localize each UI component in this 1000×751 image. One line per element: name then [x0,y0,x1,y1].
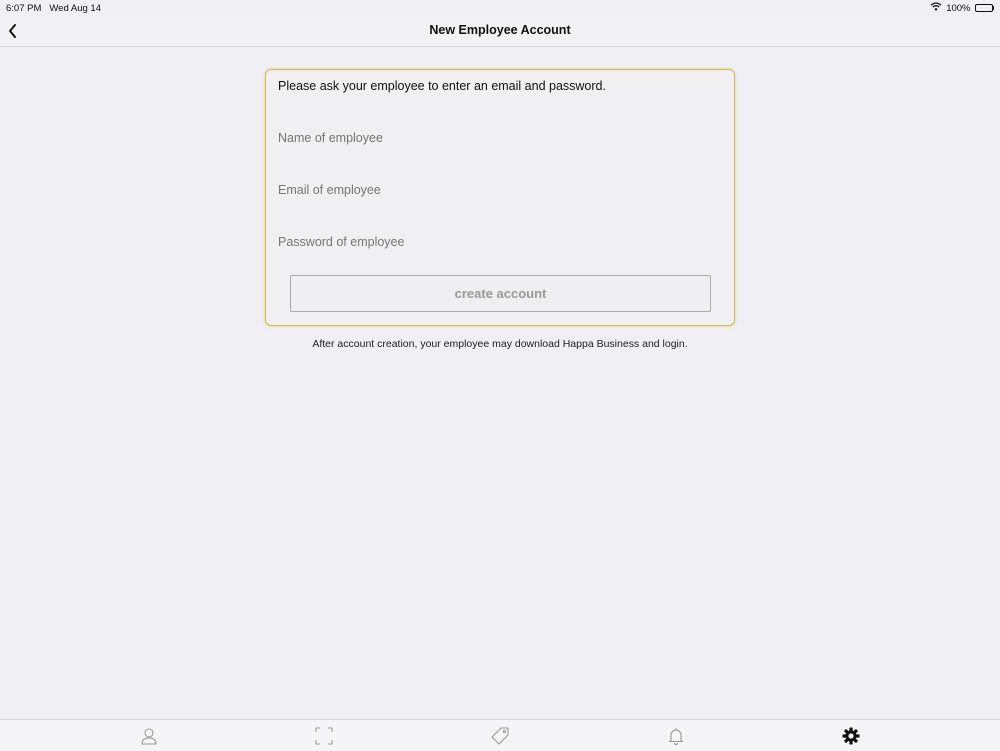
form-instructions: Please ask your employee to enter an email and password. [278,79,606,93]
tab-deals[interactable] [489,726,511,746]
footnote: After account creation, your employee may download Happa Business and login. [312,338,688,350]
gear-icon [840,726,862,746]
battery-icon [975,4,993,12]
page-title: New Employee Account [429,23,571,37]
tab-profile[interactable] [138,726,160,746]
navigation-bar [0,16,1000,47]
employee-password-field[interactable] [278,231,718,253]
status-bar [0,0,1000,16]
tab-scan[interactable] [313,726,335,746]
create-account-button[interactable]: create account [290,275,711,312]
battery-percent: 100% [946,2,971,14]
bell-icon [665,726,687,746]
scan-icon [313,726,335,746]
tag-icon [489,726,511,746]
employee-email-field[interactable] [278,179,718,201]
tab-bar [0,719,1000,751]
wifi-icon [930,2,942,14]
employee-name-field[interactable] [278,127,718,149]
status-date: Wed Aug 14 [49,3,101,14]
new-employee-form [265,69,735,326]
tab-notifications[interactable] [665,726,687,746]
status-time: 6:07 PM [6,3,42,14]
user-icon [138,726,160,746]
tab-settings[interactable] [840,726,862,746]
